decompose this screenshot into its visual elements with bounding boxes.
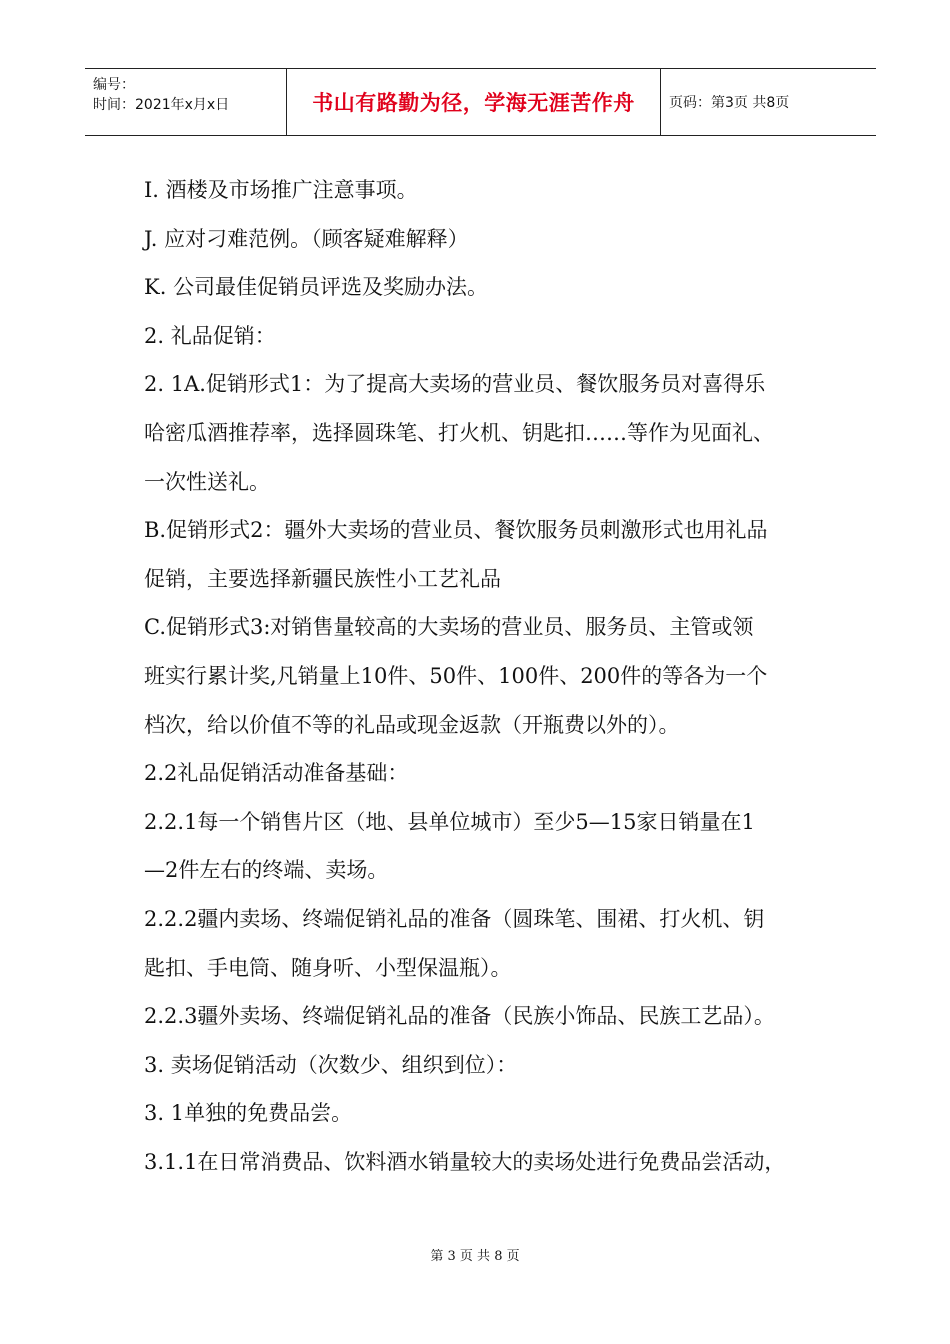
body-line: 3. 卖场促销活动（次数少、组织到位）： xyxy=(144,1052,518,1077)
body-line: 2. 礼品促销： xyxy=(144,323,276,348)
body-line: 3.1.1在日常消费品、饮料酒水销量较大的卖场处进行免费品尝活动， xyxy=(144,1149,786,1174)
date-label: 时间：2021年x月x日 xyxy=(93,97,230,113)
body-line: 班实行累计奖,凡销量上10件、50件、100件、200件的等各为一个 xyxy=(144,663,768,688)
header-table xyxy=(85,68,876,136)
header-meta xyxy=(85,69,287,135)
body-line: —2件左右的终端、卖场。 xyxy=(144,858,389,883)
body-line: 2.2.2疆内卖场、终端促销礼品的准备（圆珠笔、围裙、打火机、钥 xyxy=(144,906,765,931)
body-line: C.促销形式3:对销售量较高的大卖场的营业员、服务员、主管或领 xyxy=(144,615,754,640)
body-line: 促销，主要选择新疆民族性小工艺礼品 xyxy=(144,566,501,591)
body-line: K. 公司最佳促销员评选及奖励办法。 xyxy=(144,275,489,300)
body-line: 匙扣、手电筒、随身听、小型保温瓶）。 xyxy=(144,955,512,980)
body-line: B.促销形式2：疆外大卖场的营业员、餐饮服务员刺激形式也用礼品 xyxy=(144,518,768,543)
body-line: 哈密瓜酒推荐率，选择圆珠笔、打火机、钥匙扣……等作为见面礼、 xyxy=(144,420,774,445)
body-line: J. 应对刁难范例。（顾客疑难解释） xyxy=(144,226,469,251)
body-line: 3. 1单独的免费品尝。 xyxy=(144,1101,353,1126)
page-label: 页码：第3页 共8页 xyxy=(669,95,790,111)
body-line: 2.2.3疆外卖场、终端促销礼品的准备（民族小饰品、民族工艺品）。 xyxy=(144,1004,775,1029)
body-line: 2.2礼品促销活动准备基础： xyxy=(144,761,409,786)
body-line: 档次，给以价值不等的礼品或现金返款（开瓶费以外的）。 xyxy=(144,712,680,737)
body-line: 2. 1A.促销形式1：为了提高大卖场的营业员、餐饮服务员对喜得乐 xyxy=(144,372,766,397)
body-line: 一次性送礼。 xyxy=(144,469,270,494)
motto: 书山有路勤为径，学海无涯苦作舟 xyxy=(287,69,661,135)
body-line: I. 酒楼及市场推广注意事项。 xyxy=(144,178,418,202)
page-footer: 第 3 页 共 8 页 xyxy=(430,1249,520,1264)
document-body xyxy=(144,166,834,1186)
body-line: 2.2.1每一个销售片区（地、县单位城市）至少5—15家日销量在1 xyxy=(144,809,755,834)
number-label: 编号： xyxy=(93,77,135,93)
